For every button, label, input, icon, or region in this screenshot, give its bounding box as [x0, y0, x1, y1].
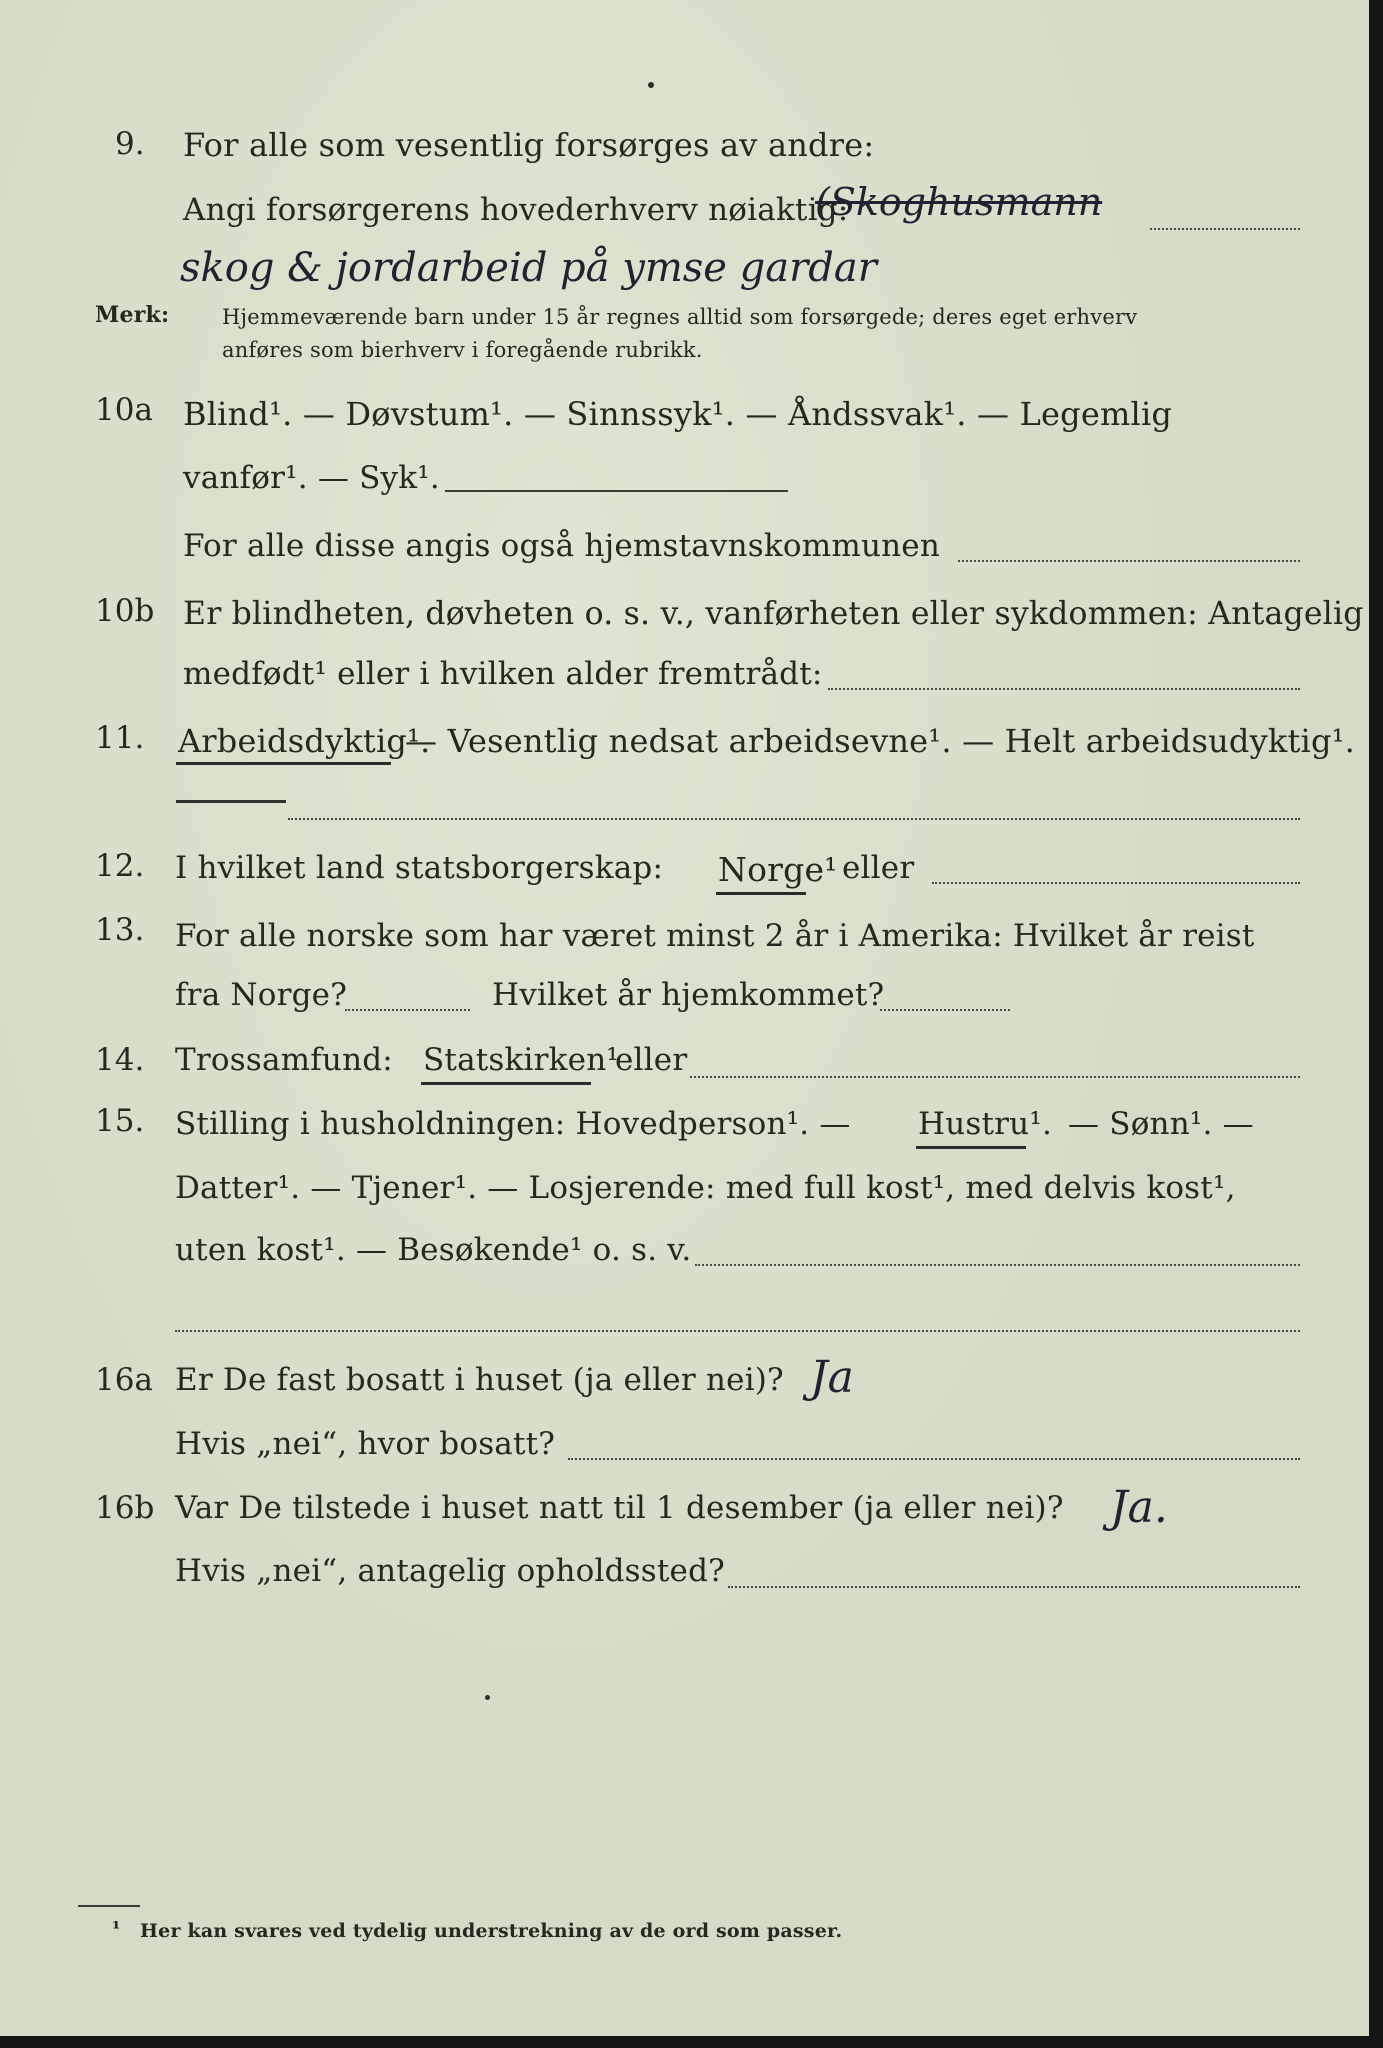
q13-line2b: Hvilket år hjemkommet?: [492, 977, 885, 1013]
q9-number: 9.: [115, 126, 145, 162]
q15-answer-line-2: [175, 1330, 1300, 1332]
q14-text: Trossamfund:: [175, 1042, 393, 1078]
q12-option-norge: Norge¹: [718, 850, 838, 889]
footnote-mark: ¹: [112, 1918, 121, 1940]
q13-line2a: fra Norge?: [175, 977, 348, 1013]
q16a-handwritten-answer: Ja: [810, 1352, 854, 1403]
q12-tail: eller: [842, 850, 915, 886]
q15-line3: uten kost¹. — Besøkende¹ o. s. v.: [175, 1232, 692, 1268]
q16b-answer-line: [728, 1586, 1300, 1588]
q13-hjemkommet-line: [880, 1009, 1010, 1011]
merk-line1: Hjemmeværende barn under 15 år regnes alltid som forsørgede; deres eget erhverv: [222, 305, 1138, 329]
footnote-separator: [78, 1905, 140, 1907]
q13-number: 13.: [95, 912, 145, 948]
q9-handwritten-2: skog & jordarbeid på ymse gardar: [180, 245, 877, 291]
q11-number: 11.: [95, 720, 145, 756]
q10b-line2: medfødt¹ eller i hvilken alder fremtrådt:: [183, 656, 823, 692]
scan-edge-bottom: [0, 2036, 1383, 2048]
q15-line1b: — Sønn¹. —: [1068, 1106, 1254, 1142]
q14-answer-line: [690, 1076, 1300, 1078]
q9-line1: For alle som vesentlig forsørges av andre:: [183, 126, 875, 164]
footnote-text: Her kan svares ved tydelig understrekning av de ord som passer.: [140, 1920, 843, 1942]
q12-answer-line: [932, 882, 1300, 884]
merk-label: Merk:: [95, 302, 170, 328]
q13-line1: For alle norske som har været minst 2 år i Amerika: Hvilket år reist: [175, 918, 1255, 954]
q10b-line1: Er blindheten, døvheten o. s. v., vanførheten eller sykdommen: Antagelig: [183, 596, 1364, 632]
q14-number: 14.: [95, 1042, 145, 1078]
q15-option-hustru: Hustru¹.: [918, 1106, 1053, 1142]
q15-line1a: Stilling i husholdningen: Hovedperson¹. —: [175, 1106, 851, 1142]
ink-speck-top: [648, 82, 654, 88]
q10b-number: 10b: [95, 593, 155, 629]
q11-answer-line: [288, 818, 1300, 820]
q11-pencil-stroke: [176, 800, 286, 803]
q14-underline-mark: [421, 1082, 591, 1085]
q11-option-arbeidsdyktig: Arbeidsdyktig¹.: [178, 722, 431, 760]
q14-tail: eller: [615, 1042, 688, 1078]
q16a-line2: Hvis „nei“, hvor bosatt?: [175, 1426, 556, 1462]
q14-option-statskirken: Statskirken¹: [423, 1042, 619, 1078]
q9-answer-line-1: [1150, 228, 1300, 230]
q16b-handwritten-answer: Ja.: [1110, 1482, 1168, 1533]
q15-answer-line-1: [695, 1264, 1300, 1266]
q9-handwritten-1: (Skoghusmann: [815, 180, 1103, 224]
q10a-line3: For alle disse angis også hjemstavnskommunen: [183, 528, 940, 564]
q11-underline-mark: [176, 762, 391, 765]
q15-line2: Datter¹. — Tjener¹. — Losjerende: med full kost¹, med delvis kost¹,: [175, 1170, 1236, 1206]
scan-edge-right: [1369, 0, 1383, 2048]
q10b-answer-line: [828, 688, 1300, 690]
q12-text: I hvilket land statsborgerskap:: [175, 850, 664, 886]
q12-underline-mark: [716, 892, 806, 895]
q16a-answer-line: [568, 1458, 1300, 1460]
q16a-number: 16a: [95, 1362, 153, 1398]
q10a-line1: Blind¹. — Døvstum¹. — Sinnssyk¹. — Åndssvak¹. — Legemlig: [183, 395, 1173, 433]
q10a-answer-line: [445, 490, 788, 492]
q16b-line2: Hvis „nei“, antagelig opholdssted?: [175, 1553, 725, 1589]
q15-number: 15.: [95, 1103, 145, 1139]
q16b-line1: Var De tilstede i huset natt til 1 desember (ja eller nei)?: [175, 1490, 1064, 1526]
q15-underline-mark: [916, 1146, 1026, 1149]
q16a-line1: Er De fast bosatt i huset (ja eller nei)?: [175, 1362, 784, 1398]
q9-line2: Angi forsørgerens hovederhverv nøiaktig:: [183, 192, 849, 228]
q12-number: 12.: [95, 848, 145, 884]
merk-line2: anføres som bierhverv i foregående rubrikk.: [222, 338, 703, 362]
q10a-line2: vanfør¹. — Syk¹.: [183, 460, 440, 496]
q16b-number: 16b: [95, 1490, 155, 1526]
q10a-kommune-line: [958, 560, 1300, 562]
q10a-number: 10a: [95, 392, 153, 428]
ink-speck-mid: [485, 1695, 490, 1700]
q11-rest: — Vesentlig nedsat arbeidsevne¹. — Helt arbeidsudyktig¹.: [405, 722, 1356, 760]
q13-reist-line: [345, 1009, 470, 1011]
